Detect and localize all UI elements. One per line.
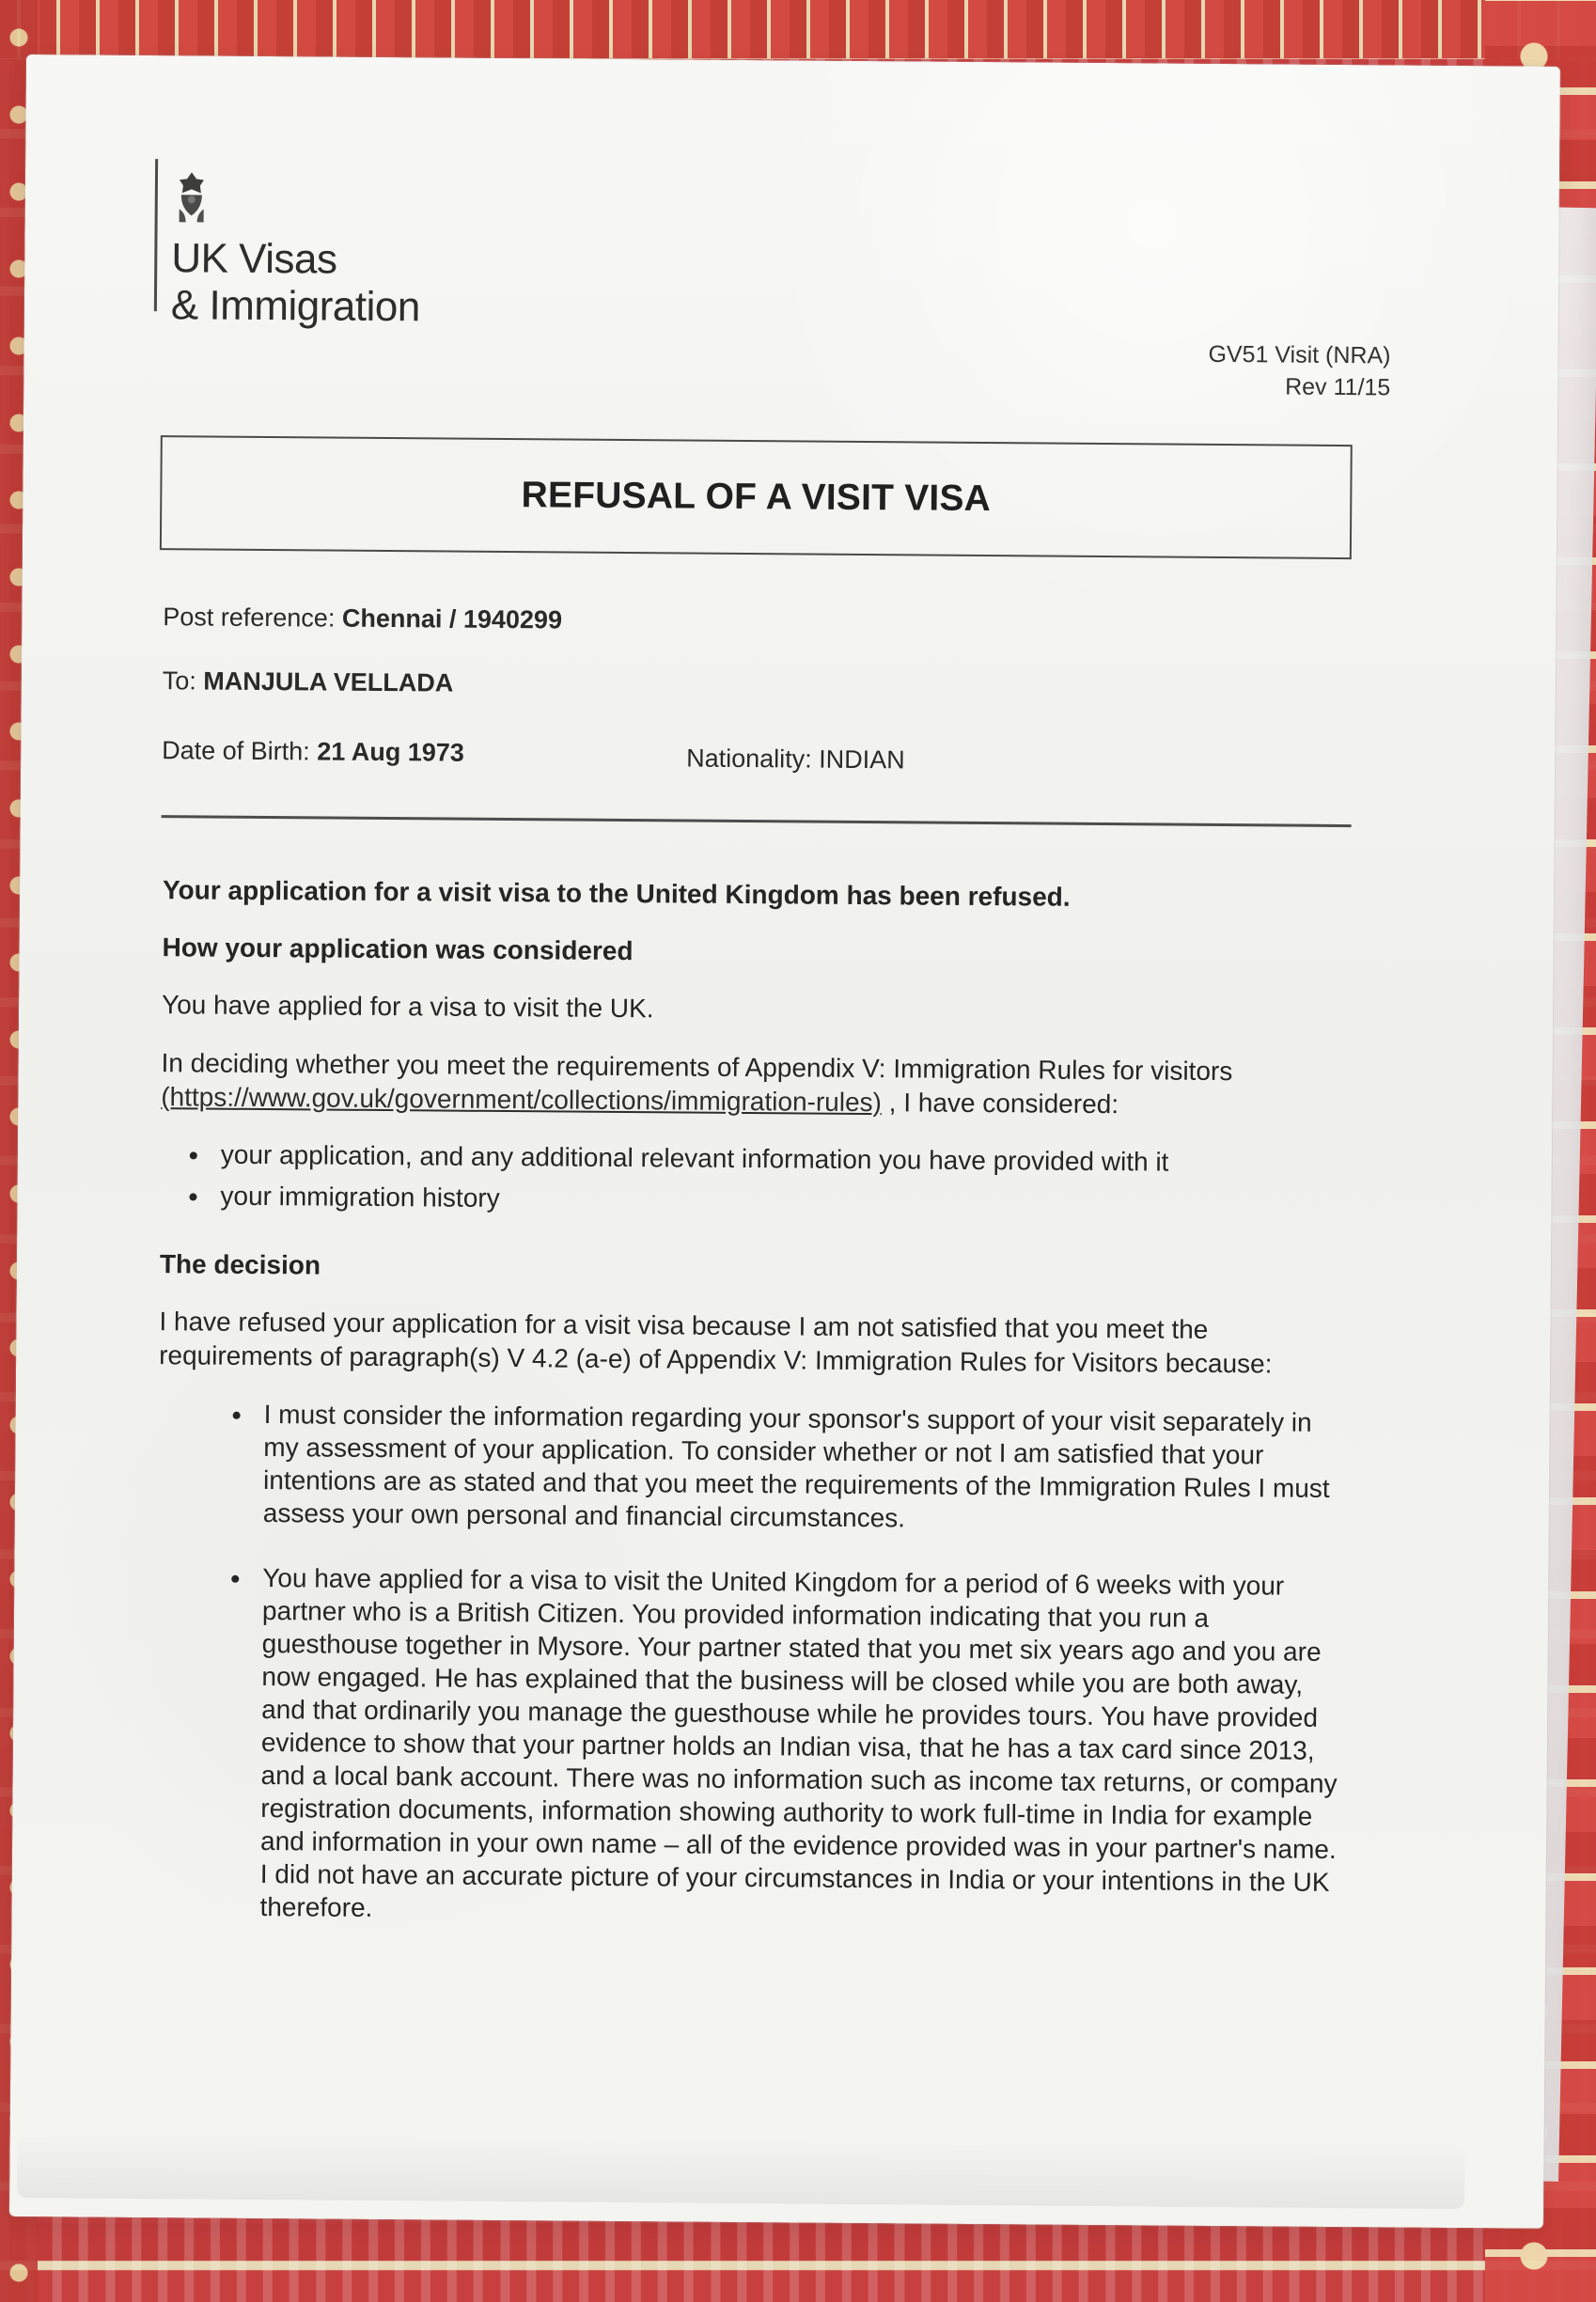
post-reference-label: Post reference:	[163, 603, 336, 633]
document-title: REFUSAL OF A VISIT VISA	[521, 475, 992, 520]
immigration-rules-link[interactable]: (https://www.gov.uk/government/collections/immigration-rules)	[161, 1081, 883, 1117]
form-reference	[1165, 338, 1391, 404]
header-separator	[162, 815, 1352, 827]
requirements-tail: , I have considered:	[888, 1087, 1119, 1119]
nationality-value: INDIAN	[819, 744, 905, 775]
decision-reason: • You have applied for a visa to visit the United Kingdom for a period of 6 weeks with your partner who is a British Citizen. You provided information indicating that you run a guesthouse together in Mysore. Your partner stated that you met six years ago and you are now engaged. He has explained that the business will be closed while you are both away, and that ordinarily you manage the guesthouse while he provides tours. You have provided evidence to show that your partner holds an Indian visa, that he has a tax card since 2013, and a local bank account. There was no information such as income tax returns, or company registration documents, information showing authority to work full-time in India for example and information in your own name – all of the evidence provided was in your partner's name. I did not have an accurate picture of your circumstances in India or your intentions in the UK therefore.	[250, 1561, 1341, 1932]
decision-heading: The decision	[159, 1249, 321, 1280]
considered-item: • your application, and any additional relevant information you have provided with it	[211, 1138, 1345, 1181]
document-title-box	[160, 435, 1353, 559]
dob-value: 21 Aug 1973	[317, 737, 464, 767]
logo-divider	[154, 159, 158, 311]
consideration-heading: How your application was considered	[162, 932, 634, 965]
dob-label: Date of Birth:	[162, 736, 310, 766]
refusal-letter	[9, 55, 1560, 2229]
form-revision: Rev 11/15	[1285, 373, 1391, 401]
date-of-birth-row	[162, 736, 464, 768]
agency-logo	[154, 159, 456, 340]
decision-reason: • I must consider the information regarding your sponsor's support of your visit separately in my assessment of your application. To consider whether or not I am satisfied that your intentions are as stated and that you meet the requirements of the Immigration Rules I must assess your own personal and financial circumstances.	[254, 1398, 1343, 1538]
letter-body	[154, 873, 1347, 1964]
considered-items-list	[160, 1138, 1345, 1223]
nationality-row	[686, 744, 905, 775]
post-reference-value: Chennai / 1940299	[341, 603, 563, 634]
refusal-summary: Your application for a visit visa to the United Kingdom has been refused.	[162, 875, 1071, 912]
crest-icon	[172, 170, 211, 225]
recipient-label: To:	[162, 666, 196, 696]
paper-bottom-shadow	[17, 2132, 1465, 2209]
fabric-top-border	[0, 0, 1596, 58]
agency-name-line-1: UK Visas	[171, 235, 337, 283]
form-code: GV51 Visit (NRA)	[1208, 340, 1391, 369]
application-statement: You have applied for a visa to visit the UK.	[161, 990, 654, 1024]
considered-item: • your immigration history	[211, 1180, 1344, 1222]
post-reference-row	[163, 603, 562, 634]
recipient-row	[163, 666, 454, 697]
recipient-value: MANJULA VELLADA	[203, 666, 454, 697]
agency-name-line-2: & Immigration	[170, 282, 421, 331]
decision-reasons-list	[199, 1397, 1342, 1932]
decision-intro: I have refused your application for a visit visa because I am not satisfied that you meet the requirements of paragraph(s) V 4.2 (a-e) of Appendix V: Immigration Rules for Visitors because:	[159, 1307, 1273, 1379]
requirements-intro: In deciding whether you meet the requirements of Appendix V: Immigration Rules for visitors	[161, 1047, 1233, 1086]
requirements-paragraph	[161, 1046, 1346, 1123]
nationality-label: Nationality:	[686, 744, 812, 774]
